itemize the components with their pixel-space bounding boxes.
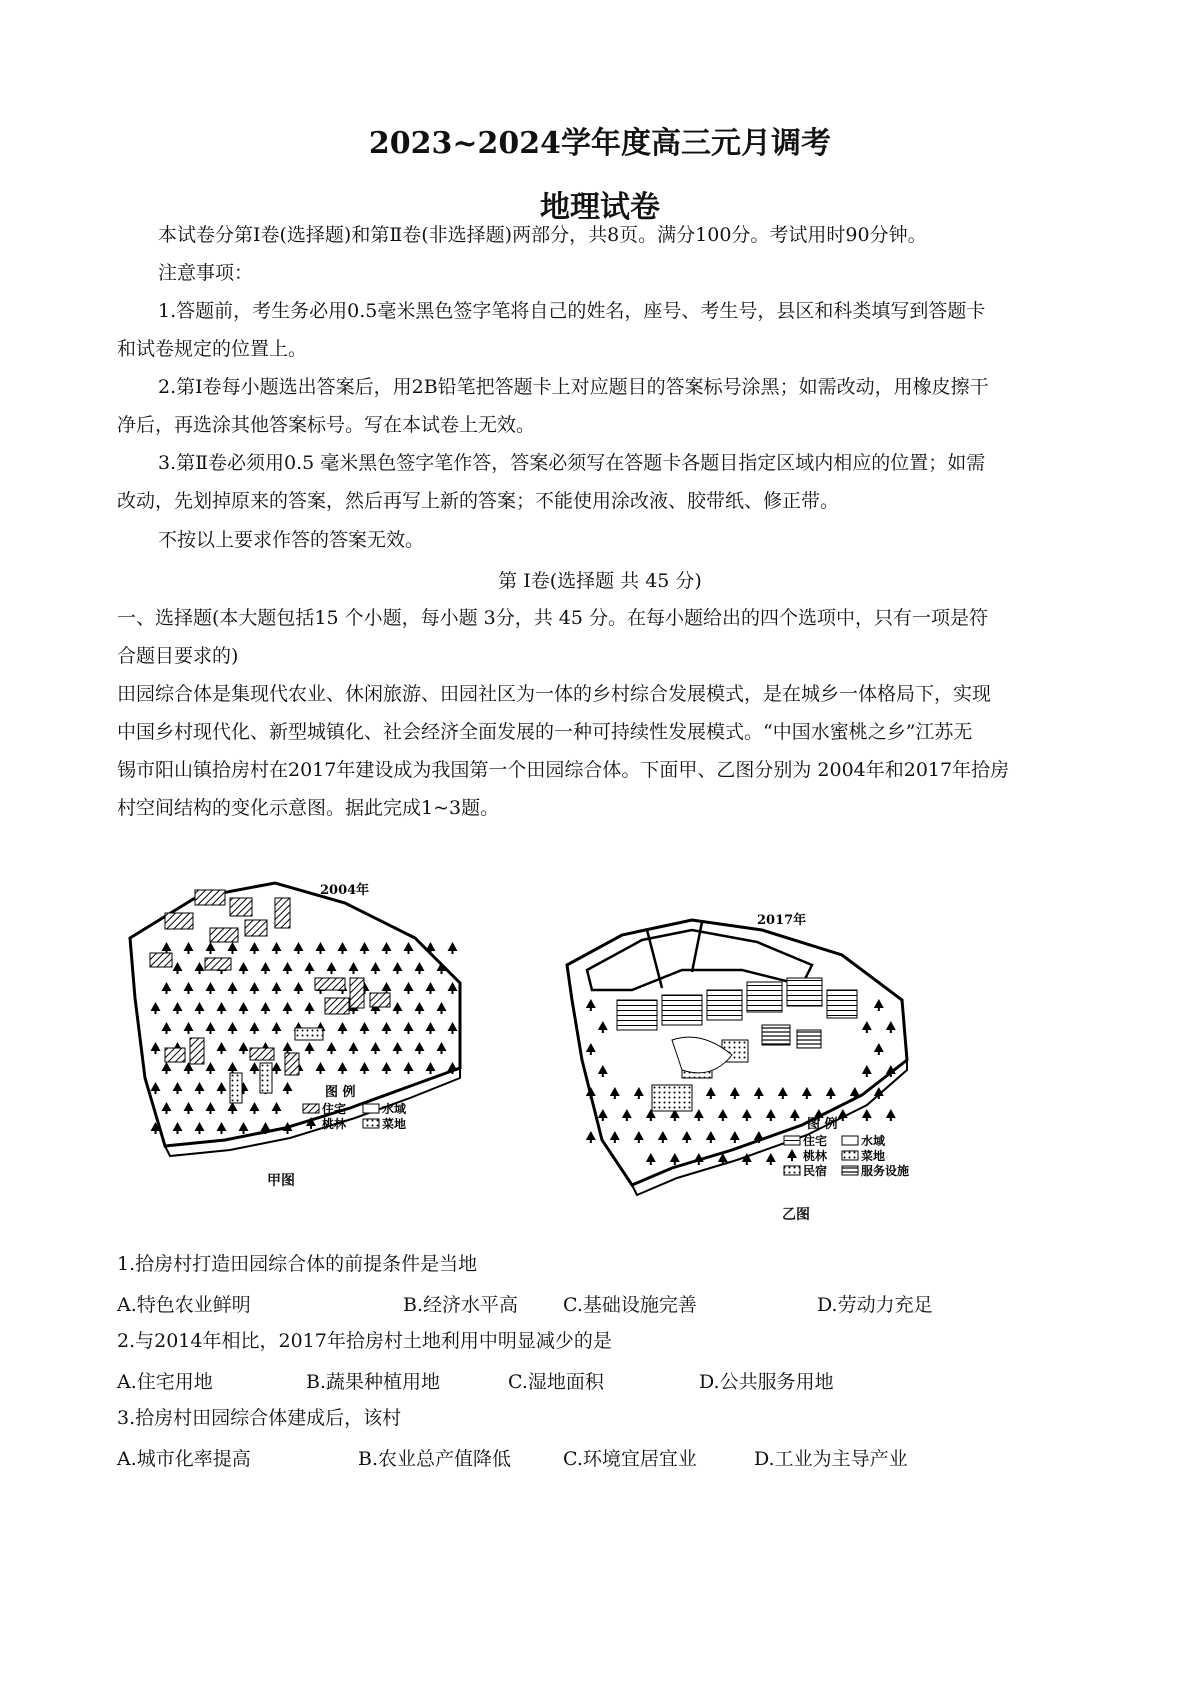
exam-title: 2023~2024学年度高三元月调考 bbox=[368, 126, 832, 161]
intro-paragraph: 本试卷分第Ⅰ卷(选择题)和第Ⅱ卷(非选择题)两部分，共8页。满分100分。考试用时90分钟。 bbox=[158, 224, 927, 246]
question-3-option-d: D.工业为主导产业 bbox=[754, 1448, 908, 1470]
notice-3b: 改动，先划掉原来的答案，然后再写上新的答案；不能使用涂改液、胶带纸、修正带。 bbox=[117, 490, 840, 512]
question-1-stem: 1.拾房村打造田园综合体的前提条件是当地 bbox=[117, 1253, 478, 1275]
question-3-stem: 3.拾房村田园综合体建成后，该村 bbox=[117, 1407, 402, 1429]
map-2017-legend-item: 水域 bbox=[861, 1134, 886, 1148]
question-2-option-b: B.蔬果种植用地 bbox=[306, 1371, 441, 1393]
section-title: 第 Ⅰ卷(选择题 共 45 分) bbox=[498, 570, 702, 592]
peach-tree-symbol bbox=[766, 1153, 776, 1165]
map-2004-legend-item: 菜地 bbox=[382, 1117, 407, 1131]
notice-1b: 和试卷规定的位置上。 bbox=[117, 338, 308, 360]
question-1-option-c: C.基础设施完善 bbox=[563, 1294, 697, 1316]
peach-tree-symbol bbox=[448, 942, 458, 954]
question-2-option-c: C.湿地面积 bbox=[508, 1371, 604, 1393]
question-2-stem: 2.与2014年相比，2017年拾房村土地利用中明显减少的是 bbox=[117, 1330, 612, 1352]
map-2017-year: 2017年 bbox=[757, 913, 807, 928]
map-2017 bbox=[562, 910, 962, 1200]
notice-2a: 2.第Ⅰ卷每小题选出答案后，用2B铅笔把答题卡上对应题目的答案标号涂黑；如需改动，用橡皮擦干 bbox=[158, 376, 989, 398]
passage-line-3: 锡市阳山镇拾房村在2017年建设成为我国第一个田园综合体。下面甲、乙图分别为 2004年和2017年拾房 bbox=[117, 759, 1010, 781]
question-3-option-a: A.城市化率提高 bbox=[117, 1448, 251, 1470]
question-1-option-a: A.特色农业鲜明 bbox=[117, 1294, 251, 1316]
exam-subject: 地理试卷 bbox=[540, 190, 660, 225]
notice-1a: 1.答题前，考生务必用0.5毫米黑色签字笔将自己的姓名，座号、考生号，县区和科类填写到答题卡 bbox=[158, 300, 986, 322]
map-2017-legend-item: 民宿 bbox=[803, 1164, 828, 1178]
figure-caption-left: 甲图 bbox=[267, 1173, 295, 1189]
map-2004-legend-title: 图 例 bbox=[325, 1085, 356, 1100]
passage-line-4: 村空间结构的变化示意图。据此完成1~3题。 bbox=[117, 797, 500, 819]
map-2004-legend-item: 水域 bbox=[382, 1102, 407, 1116]
question-3-option-b: B.农业总产值降低 bbox=[358, 1448, 512, 1470]
map-2004-legend-item: 住宅 bbox=[322, 1102, 347, 1116]
notice-2b: 净后，再选涂其他答案标号。写在本试卷上无效。 bbox=[117, 414, 536, 436]
peach-tree-symbol bbox=[586, 1131, 596, 1143]
map-2017-legend-title: 图 例 bbox=[807, 1117, 838, 1132]
figure-caption-right: 乙图 bbox=[782, 1207, 810, 1223]
passage-line-1: 田园综合体是集现代农业、休闲旅游、田园社区为一体的乡村综合发展模式，是在城乡一体格局下，实现 bbox=[117, 683, 992, 705]
question-1-option-b: B.经济水平高 bbox=[403, 1294, 519, 1316]
question-3-option-c: C.环境宜居宜业 bbox=[563, 1448, 697, 1470]
peach-tree-symbol bbox=[886, 1109, 896, 1121]
map-2004 bbox=[125, 878, 515, 1158]
section-desc-a: 一、选择题(本大题包括15 个小题，每小题 3分，共 45 分。在每小题给出的四个选项中，只有一项是符 bbox=[117, 607, 989, 629]
map-2017-legend-item: 菜地 bbox=[861, 1149, 886, 1163]
question-2-option-a: A.住宅用地 bbox=[117, 1371, 213, 1393]
question-1-option-d: D.劳动力充足 bbox=[817, 1294, 933, 1316]
map-2017-legend-item: 服务设施 bbox=[861, 1164, 910, 1178]
map-2017-legend-item: 住宅 bbox=[803, 1134, 828, 1148]
map-2017-legend-item: 桃林 bbox=[803, 1149, 828, 1163]
peach-tree-symbol bbox=[862, 1109, 872, 1121]
notice-title: 注意事项： bbox=[158, 262, 254, 284]
passage-line-2: 中国乡村现代化、新型城镇化、社会经济全面发展的一种可持续性发展模式。“中国水蜜桃之乡”江苏无 bbox=[117, 721, 973, 743]
notice-3a: 3.第Ⅱ卷必须用0.5 毫米黑色签字笔作答，答案必须写在答题卡各题目指定区域内相应的位置；如需 bbox=[158, 452, 986, 474]
question-2-option-d: D.公共服务用地 bbox=[699, 1371, 834, 1393]
map-2004-legend-item: 桃林 bbox=[322, 1117, 347, 1131]
notice-4: 不按以上要求作答的答案无效。 bbox=[158, 529, 425, 551]
section-desc-b: 合题目要求的) bbox=[117, 645, 239, 667]
map-2004-year: 2004年 bbox=[320, 883, 370, 898]
